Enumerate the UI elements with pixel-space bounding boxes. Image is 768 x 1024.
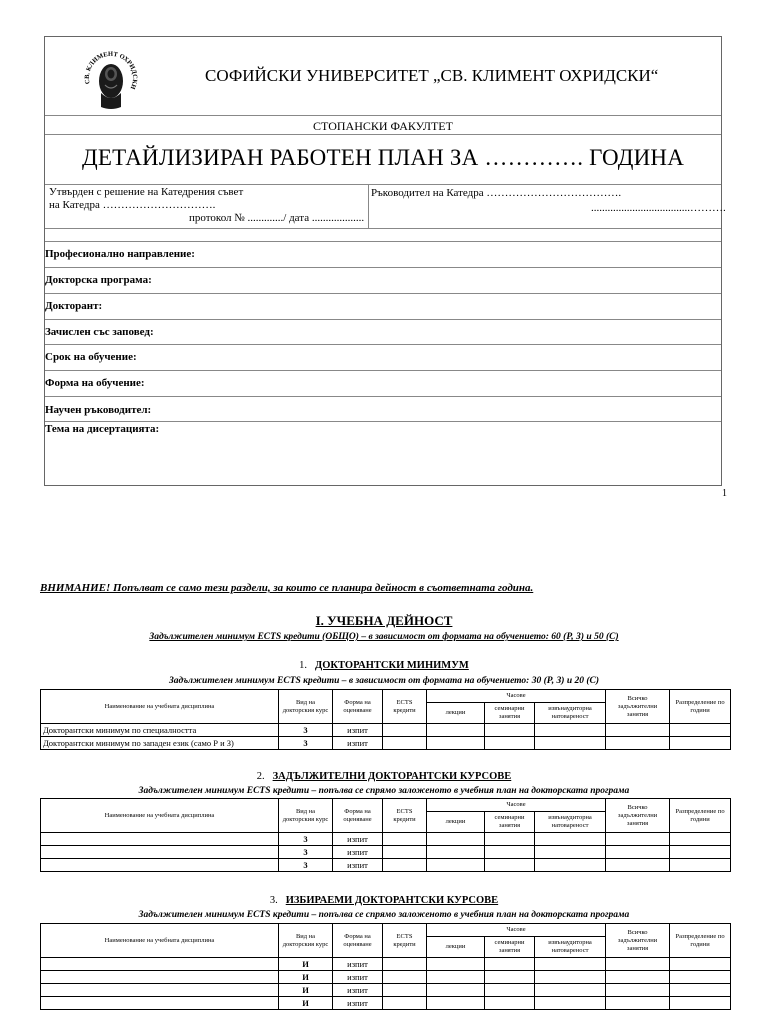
header-ects: ECTS кредити: [383, 924, 427, 958]
field-supervisor: Научен ръководител:: [45, 404, 152, 416]
cell-extracurricular[interactable]: [535, 724, 606, 737]
cell-seminars[interactable]: [485, 833, 535, 846]
table-row: [41, 846, 731, 859]
cell-discipline[interactable]: [41, 833, 279, 846]
cell-total[interactable]: [606, 846, 670, 859]
cell-total[interactable]: [606, 971, 670, 984]
subsection-note: Задължителен минимум ECTS кредити – попълва се спрямо заложеното в учебния план на докторската програма: [138, 786, 630, 796]
cell-assessment: изпит: [333, 997, 383, 1010]
cell-distribution[interactable]: [670, 984, 731, 997]
cell-distribution[interactable]: [670, 846, 731, 859]
cell-year: И: [279, 984, 333, 997]
header-year: Вид на докторския курс: [279, 799, 333, 833]
approval-protocol-line: протокол № ............./ дата ...................: [189, 212, 365, 224]
header-hours: Часове: [427, 799, 606, 812]
cell-year: 3: [279, 724, 333, 737]
cell-distribution[interactable]: [670, 724, 731, 737]
cell-seminars[interactable]: [485, 958, 535, 971]
header-assessment: Форма на оценяване: [333, 924, 383, 958]
table-row: [41, 833, 731, 846]
header-total: Всичко задължителни занятия: [606, 690, 670, 724]
table-row: [41, 971, 731, 984]
header-extracurricular: извънаудиторна натовареност: [535, 937, 606, 958]
field-doctoral-program: Докторска програма:: [45, 274, 152, 286]
cell-extracurricular[interactable]: [535, 859, 606, 872]
cell-ects[interactable]: [383, 846, 427, 859]
section-title: I. УЧЕБНА ДЕЙНОСТ: [315, 613, 453, 628]
cell-assessment: изпит: [333, 958, 383, 971]
header-ects: ECTS кредити: [383, 690, 427, 724]
courses-table-elective: [40, 923, 731, 1010]
cell-ects[interactable]: [383, 724, 427, 737]
header-hours: Часове: [427, 690, 606, 703]
subsection-title: ЗАДЪЛЖИТЕЛНИ ДОКТОРАНТСКИ КУРСОВЕ: [272, 771, 512, 782]
header-seminars: семинарни занятия: [485, 812, 535, 833]
cell-distribution[interactable]: [670, 971, 731, 984]
courses-table-mandatory: [40, 798, 731, 872]
field-study-duration: Срок на обучение:: [45, 351, 137, 363]
cell-discipline[interactable]: [41, 846, 279, 859]
faculty-name: СТОПАНСКИ ФАКУЛТЕТ: [313, 119, 453, 133]
cell-seminars[interactable]: [485, 724, 535, 737]
cell-discipline[interactable]: [41, 984, 279, 997]
header-seminars: семинарни занятия: [485, 703, 535, 724]
table-row: [41, 724, 731, 737]
cell-year: И: [279, 958, 333, 971]
cell-year: 3: [279, 846, 333, 859]
cell-assessment: изпит: [333, 724, 383, 737]
cell-distribution[interactable]: [670, 859, 731, 872]
cell-lectures[interactable]: [427, 846, 485, 859]
field-professional-direction: Професионално направление:: [45, 248, 195, 260]
cell-discipline[interactable]: [41, 971, 279, 984]
plan-title: ДЕТАЙЛИЗИРАН РАБОТЕН ПЛАН ЗА …………. ГОДИНА: [81, 145, 685, 170]
cell-ects[interactable]: [383, 833, 427, 846]
header-assessment: Форма на оценяване: [333, 690, 383, 724]
subsection-heading: [0, 660, 768, 671]
cell-total[interactable]: [606, 958, 670, 971]
cell-year: 3: [279, 833, 333, 846]
cell-discipline[interactable]: [41, 958, 279, 971]
header-discipline: Наименование на учебната дисциплина: [41, 690, 279, 724]
cell-extracurricular[interactable]: [535, 971, 606, 984]
header-ects: ECTS кредити: [383, 799, 427, 833]
cell-extracurricular[interactable]: [535, 984, 606, 997]
subsection-number: 3.: [269, 895, 278, 906]
header-distribution: Разпределение по години: [670, 799, 731, 833]
table-row: [41, 997, 731, 1010]
header-lectures: лекции: [427, 937, 485, 958]
university-name: СОФИЙСКИ УНИВЕРСИТЕТ „СВ. КЛИМЕНТ ОХРИДСКИ“: [205, 66, 659, 85]
section-subtitle: Задължителен минимум ECTS кредити (ОБЩО) – в зависимост от формата на обучението: 60 (Р, З) и 50 (С): [149, 632, 619, 642]
cell-lectures[interactable]: [427, 984, 485, 997]
cell-lectures[interactable]: [427, 724, 485, 737]
subsection-heading: [0, 895, 768, 906]
approval-line-1: Утвърден с решение на Катедрения съвет: [49, 186, 244, 198]
cell-lectures[interactable]: [427, 997, 485, 1010]
plan-header-form: [44, 36, 726, 486]
cell-assessment: изпит: [333, 846, 383, 859]
cell-seminars[interactable]: [485, 846, 535, 859]
cell-year: 3: [279, 737, 333, 750]
field-enrollment-order: Зачислен със заповед:: [45, 326, 154, 338]
field-dissertation-topic: Тема на дисертацията:: [45, 423, 160, 435]
header-lectures: лекции: [427, 703, 485, 724]
header-extracurricular: извънаудиторна натовареност: [535, 703, 606, 724]
cell-ects[interactable]: [383, 958, 427, 971]
cell-total[interactable]: [606, 833, 670, 846]
courses-table-doctoral-minimum: [40, 689, 731, 750]
approval-line-2: на Катедра ………………………….: [49, 199, 216, 211]
cell-distribution[interactable]: [670, 833, 731, 846]
cell-distribution[interactable]: [670, 997, 731, 1010]
subsection-note: Задължителен минимум ECTS кредити – попълва се спрямо заложеното в учебния план на докторската програма: [138, 910, 630, 920]
subsection-title: ИЗБИРАЕМИ ДОКТОРАНТСКИ КУРСОВЕ: [285, 895, 499, 906]
header-total: Всичко задължителни занятия: [606, 924, 670, 958]
cell-distribution[interactable]: [670, 737, 731, 750]
table-row: [41, 859, 731, 872]
cell-total[interactable]: [606, 859, 670, 872]
table-row: [41, 737, 731, 750]
head-of-department-line: Ръководител на Катедра ……………………………….: [371, 187, 622, 199]
cell-year: 3: [279, 859, 333, 872]
cell-extracurricular[interactable]: [535, 958, 606, 971]
cell-ects[interactable]: [383, 971, 427, 984]
cell-extracurricular[interactable]: [535, 833, 606, 846]
cell-discipline[interactable]: Докторантски минимум по специалността: [41, 724, 279, 737]
cell-seminars[interactable]: [485, 984, 535, 997]
header-lectures: лекции: [427, 812, 485, 833]
approval-box: [45, 184, 369, 228]
cell-total[interactable]: [606, 997, 670, 1010]
page-number: 1: [722, 488, 727, 499]
cell-extracurricular[interactable]: [535, 737, 606, 750]
cell-discipline[interactable]: [41, 859, 279, 872]
cell-assessment: изпит: [333, 737, 383, 750]
cell-lectures[interactable]: [427, 859, 485, 872]
subsection-title: ДОКТОРАНТСКИ МИНИМУМ: [315, 660, 469, 671]
field-doctoral-student: Докторант:: [45, 300, 103, 312]
header-extracurricular: извънаудиторна натовареност: [535, 812, 606, 833]
header-total: Всичко задължителни занятия: [606, 799, 670, 833]
cell-total[interactable]: [606, 984, 670, 997]
cell-seminars[interactable]: [485, 971, 535, 984]
cell-assessment: изпит: [333, 971, 383, 984]
header-discipline: Наименование на учебната дисциплина: [41, 924, 279, 958]
header-year: Вид на докторския курс: [279, 924, 333, 958]
cell-ects[interactable]: [383, 984, 427, 997]
subsection-heading: [0, 771, 768, 782]
cell-total[interactable]: [606, 737, 670, 750]
cell-seminars[interactable]: [485, 997, 535, 1010]
cell-seminars[interactable]: [485, 859, 535, 872]
header-year: Вид на докторския курс: [279, 690, 333, 724]
header-discipline: Наименование на учебната дисциплина: [41, 799, 279, 833]
header-distribution: Разпределение по години: [670, 690, 731, 724]
cell-total[interactable]: [606, 724, 670, 737]
subsection-number: 1.: [299, 660, 308, 671]
cell-extracurricular[interactable]: [535, 997, 606, 1010]
cell-assessment: изпит: [333, 833, 383, 846]
cell-distribution[interactable]: [670, 958, 731, 971]
header-hours: Часове: [427, 924, 606, 937]
cell-discipline[interactable]: Докторантски минимум по западен език (само Р и З): [41, 737, 279, 750]
cell-lectures[interactable]: [427, 971, 485, 984]
attention-note: ВНИМАНИЕ! Попълват се само тези раздели, за които се планира дейност в съответната година.: [40, 582, 534, 594]
cell-discipline[interactable]: [41, 997, 279, 1010]
subsection-number: 2.: [256, 771, 265, 782]
header-assessment: Форма на оценяване: [333, 799, 383, 833]
cell-year: И: [279, 971, 333, 984]
cell-ects[interactable]: [383, 737, 427, 750]
header-seminars: семинарни занятия: [485, 937, 535, 958]
cell-ects[interactable]: [383, 997, 427, 1010]
cell-assessment: изпит: [333, 859, 383, 872]
table-row: [41, 984, 731, 997]
field-study-form: Форма на обучение:: [45, 377, 145, 389]
cell-ects[interactable]: [383, 859, 427, 872]
table-row: [41, 958, 731, 971]
subsection-note: Задължителен минимум ECTS кредити – в зависимост от формата на обучението: 30 (Р, З) и 20 (С): [168, 676, 600, 686]
cell-lectures[interactable]: [427, 833, 485, 846]
university-seal-logo: [81, 41, 141, 115]
head-of-department-signature: ....................................……….: [591, 202, 726, 214]
header-distribution: Разпределение по години: [670, 924, 731, 958]
cell-lectures[interactable]: [427, 737, 485, 750]
cell-extracurricular[interactable]: [535, 846, 606, 859]
cell-seminars[interactable]: [485, 737, 535, 750]
cell-assessment: изпит: [333, 984, 383, 997]
cell-year: И: [279, 997, 333, 1010]
svg-text:СВ. КЛИМЕНТ ОХРИДСКИ: СВ. КЛИМЕНТ ОХРИДСКИ: [83, 50, 139, 91]
cell-lectures[interactable]: [427, 958, 485, 971]
